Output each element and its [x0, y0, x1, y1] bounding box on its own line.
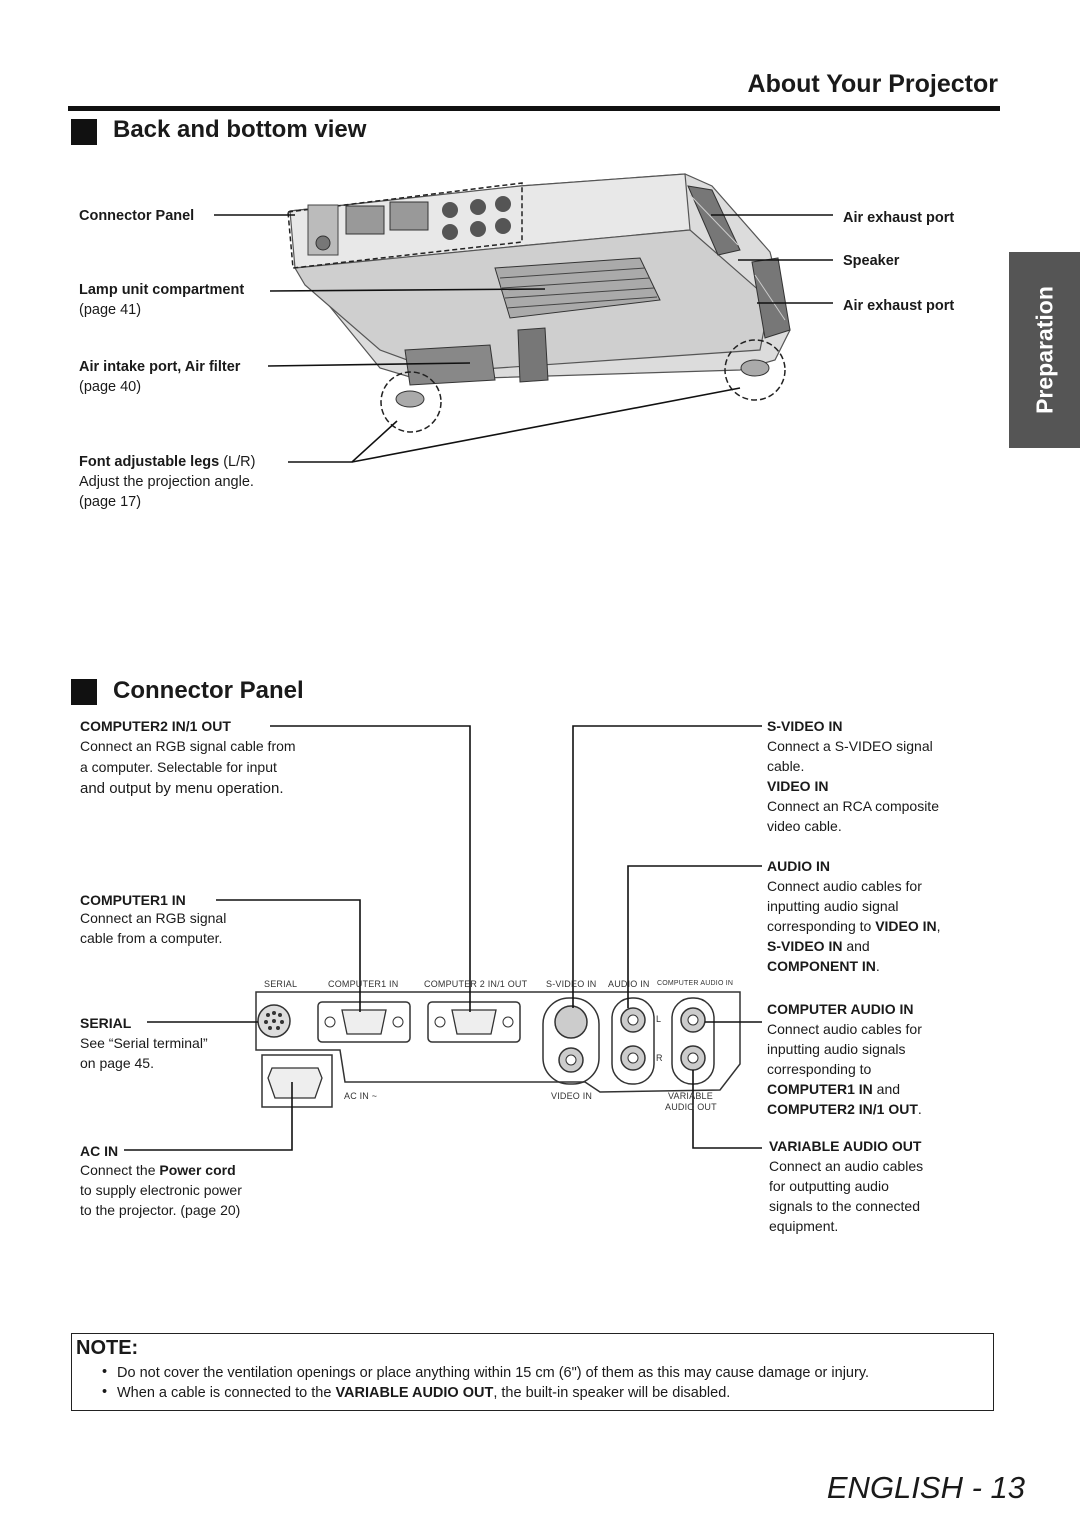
label-legs-page: (page 17) — [79, 494, 142, 510]
audio-title: AUDIO IN — [767, 858, 830, 874]
audio-line2: inputting audio signal — [767, 898, 899, 914]
computer1-line1: Connect an RGB signal — [80, 910, 227, 926]
computer2-line1: Connect an RGB signal cable from — [80, 738, 296, 754]
side-tab-label: Preparation — [1031, 286, 1057, 414]
label-legs: Font adjustable legs (L/R) — [79, 454, 256, 470]
svideo-line2: cable. — [767, 758, 805, 774]
computer-audio-title: COMPUTER AUDIO IN — [767, 1001, 914, 1017]
page-header-title: About Your Projector — [747, 70, 998, 98]
variable-line3: signals to the connected — [769, 1198, 920, 1214]
computer2-line3: and output by menu operation. — [80, 780, 284, 797]
computer-audio-line5: COMPUTER2 IN/1 OUT. — [767, 1101, 922, 1117]
panel-label-acin: AC IN ~ — [344, 1091, 378, 1101]
note-item-2: When a cable is connected to the VARIABLE AUDIO OUT, the built-in speaker will be disabled. — [117, 1385, 731, 1401]
computer-audio-line3: corresponding to — [767, 1061, 872, 1077]
computer2-line2: a computer. Selectable for input — [80, 759, 277, 775]
page-footer: ENGLISH - 13 — [826, 1470, 1025, 1505]
panel-label-computer1: COMPUTER1 IN — [328, 979, 399, 989]
serial-line2: on page 45. — [80, 1055, 154, 1071]
label-lamp-unit: Lamp unit compartment — [79, 282, 245, 298]
note-item-1: Do not cover the ventilation openings or place anything within 15 cm (6") of them as this may cause damage or injury. — [117, 1365, 870, 1381]
panel-label-videoin: VIDEO IN — [551, 1091, 593, 1101]
audio-line4: S-VIDEO IN and — [767, 938, 870, 954]
video-line1: Connect an RCA composite — [767, 798, 939, 814]
computer-audio-line4: COMPUTER1 IN and — [767, 1081, 901, 1097]
computer1-line2: cable from a computer. — [80, 930, 223, 946]
acin-line3: to the projector. (page 20) — [80, 1202, 241, 1218]
label-air-exhaust-2: Air exhaust port — [843, 298, 955, 314]
variable-title: VARIABLE AUDIO OUT — [769, 1138, 922, 1154]
computer-audio-line2: inputting audio signals — [767, 1041, 906, 1057]
panel-label-serial: SERIAL — [264, 979, 298, 989]
computer2-title: COMPUTER2 IN/1 OUT — [80, 718, 231, 734]
audio-line5: COMPONENT IN. — [767, 958, 880, 974]
variable-line1: Connect an audio cables — [769, 1158, 924, 1174]
audio-line3: corresponding to VIDEO IN, — [767, 918, 941, 934]
computer1-title: COMPUTER1 IN — [80, 892, 186, 908]
note-title: NOTE: — [76, 1337, 139, 1359]
label-lamp-page: (page 41) — [79, 302, 142, 318]
panel-label-r: R — [656, 1053, 663, 1063]
panel-label-audioin: AUDIO IN — [608, 979, 650, 989]
variable-line4: equipment. — [769, 1218, 839, 1234]
audio-line1: Connect audio cables for — [767, 878, 922, 894]
label-air-intake: Air intake port, Air filter — [79, 359, 241, 375]
computer-audio-line1: Connect audio cables for — [767, 1021, 922, 1037]
panel-label-computer-audio: COMPUTER AUDIO IN — [657, 980, 734, 987]
note-bullet: • — [102, 1364, 108, 1380]
section-title-back: Back and bottom view — [113, 116, 367, 143]
panel-label-variable: VARIABLE — [668, 1091, 713, 1101]
variable-line2: for outputting audio — [769, 1178, 889, 1194]
video-title: VIDEO IN — [767, 778, 829, 794]
section-title-connector: Connector Panel — [113, 677, 304, 704]
serial-line1: See “Serial terminal” — [80, 1035, 208, 1051]
panel-label-computer2: COMPUTER 2 IN/1 OUT — [424, 979, 528, 989]
label-speaker: Speaker — [843, 253, 900, 269]
acin-line1: Connect the Power cord — [80, 1162, 236, 1178]
serial-title: SERIAL — [80, 1015, 132, 1031]
label-connector-panel: Connector Panel — [79, 208, 195, 224]
svideo-line1: Connect a S-VIDEO signal — [767, 738, 933, 754]
video-line2: video cable. — [767, 818, 842, 834]
label-air-intake-page: (page 40) — [79, 379, 142, 395]
label-legs-desc: Adjust the projection angle. — [79, 474, 254, 490]
acin-line2: to supply electronic power — [80, 1182, 242, 1198]
panel-label-audio-out: AUDIO OUT — [665, 1102, 717, 1112]
note-bullet: • — [102, 1384, 108, 1400]
panel-label-l: L — [656, 1014, 662, 1024]
acin-title: AC IN — [80, 1143, 119, 1159]
panel-label-svideo: S-VIDEO IN — [546, 979, 597, 989]
label-air-exhaust-1: Air exhaust port — [843, 210, 955, 226]
svideo-title: S-VIDEO IN — [767, 718, 843, 734]
